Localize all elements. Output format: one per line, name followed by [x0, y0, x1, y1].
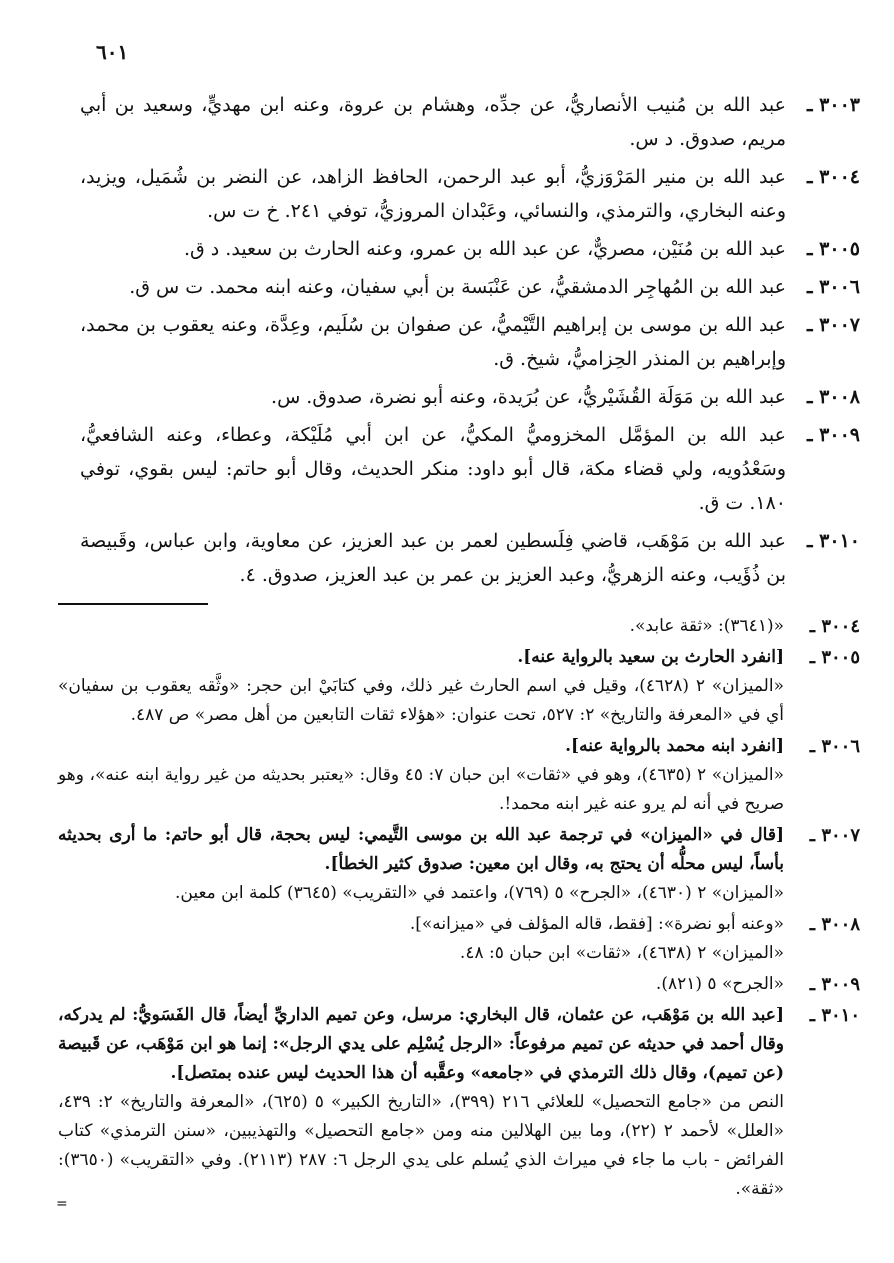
footnote-line: [قال في «الميزان» في ترجمة عبد الله بن موسى التَّيمي: ليس بحجة، قال أبو حاتم: ما أرى بحديثه بأساً، ليس محلُّه أن يحتج به، وقال ابن معين: صدوق كثير الخطأ]. [58, 825, 784, 874]
footnote-line: «الميزان» ٢ (٤٦٢٨)، وقيل في اسم الحارث غير ذلك، وفي كتابَيْ ابن حجر: «وثَّقه يعقوب بن سفيان» أي في «المعرفة والتاريخ» ٢: ٥٢٧، تحت عنوان: «هؤلاء ثقات التابعين من أهل مصر» ص ٤٨٧. [58, 676, 784, 725]
footnote-line: «وعنه أبو نضرة»: [فقط، قاله المؤلف في «ميزانه»]. [409, 914, 784, 934]
footnote-number: ٣٠١٠ ـ [809, 1005, 860, 1026]
footnote-number: ٣٠٠٤ ـ [809, 616, 860, 637]
footnote-number: ٣٠٠٦ ـ [809, 736, 860, 757]
entry-number: ٣٠١٠ ـ [806, 530, 860, 552]
entry-text: عبد الله بن المؤمَّل المخزوميُّ المكيُّ، عن ابن أبي مُلَيْكة، وعطاء، وعنه الشافعيُّ، وسَعْدُويه، ولي قضاء مكة، قال أبو داود: منكر الحديث، وقال أبو حاتم: ليس بقوي، توفي ١٨٠. ت ق. [80, 424, 786, 514]
footnote-line: «الميزان» ٢ (٤٦٣٨)، «ثقات» ابن حبان ٥: ٤٨. [459, 943, 784, 963]
footnote-number: ٣٠٠٥ ـ [809, 647, 860, 668]
footnote [58, 970, 860, 999]
footnotes [58, 612, 860, 1206]
footnote-line: «الميزان» ٢ (٤٦٣٠)، «الجرح» ٥ (٧٦٩)، واعتمد في «التقريب» (٣٦٤٥) كلمة ابن معين. [174, 883, 784, 903]
entry-number: ٣٠٠٥ ـ [806, 238, 860, 260]
margin-mark: = [56, 1196, 68, 1212]
footnote-line: «الميزان» ٢ (٤٦٣٥)، وهو في «ثقات» ابن حبان ٧: ٤٥ وقال: «يعتبر بحديثه من غير رواية ابنه عنه»، وهو صريح في أنه لم يرو عنه غير ابنه محمد!. [58, 765, 784, 814]
footnote [58, 612, 860, 641]
footnote-number: ٣٠٠٧ ـ [809, 825, 860, 846]
entry [80, 232, 860, 266]
footnote-number: ٣٠٠٩ ـ [809, 974, 860, 995]
footnote [58, 910, 860, 968]
main-entries [80, 88, 860, 596]
footnote [58, 643, 860, 730]
entry-text: عبد الله بن مَوْهَب، قاضي فِلَسطين لعمر بن عبد العزيز، عن معاوية، وابن عباس، وقَبيصة بن ذُؤَيب، وعنه الزهريُّ، وعبد العزيز بن عمر بن عبد العزيز، صدوق. ٤. [80, 530, 786, 586]
footnote-line: «(٣٦٤١): «ثقة عابد». [629, 616, 784, 636]
entry [80, 380, 860, 414]
entry-text: عبد الله بن مَوَلَة القُشَيْريُّ، عن بُرَيدة، وعنه أبو نضرة، صدوق. س. [271, 386, 786, 408]
entry-number: ٣٠٠٣ ـ [806, 94, 860, 116]
entry [80, 524, 860, 592]
page-number: ٦٠١ [96, 40, 129, 64]
footnote [58, 1001, 860, 1204]
entry-text: عبد الله بن مُنَيْن، مصريٌّ، عن عبد الله بن عمرو، وعنه الحارث بن سعيد. د ق. [183, 238, 786, 260]
entry-text: عبد الله بن مُنيب الأنصاريُّ، عن جدِّه، وهشام بن عروة، وعنه ابن مهديٍّ، وسعيد بن أبي مريم، صدوق. د س. [80, 94, 786, 150]
entry-text: عبد الله بن موسى بن إبراهيم التَّيْميُّ، عن صفوان بن سُلَيم، وعِدَّة، وعنه يعقوب بن محمد، وإبراهيم بن المنذر الحِزاميُّ، شيخ. ق. [80, 314, 786, 370]
entry [80, 308, 860, 376]
entry-text: عبد الله بن منير المَرْوَزيُّ، أبو عبد الرحمن، الحافظ الزاهد، عن النضر بن شُمَيل، ويزيد، وعنه البخاري، والترمذي، والنسائي، وعَبْدان المروزيُّ، توفي ٢٤١. خ ت س. [80, 166, 786, 222]
entry-text: عبد الله بن المُهاجِر الدمشقيُّ، عن عَنْبَسة بن أبي سفيان، وعنه ابنه محمد. ت س ق. [129, 276, 786, 298]
entry-number: ٣٠٠٤ ـ [806, 166, 860, 188]
entry [80, 270, 860, 304]
footnote-line: النص من «جامع التحصيل» للعلائي ٢١٦ (٣٩٩)، «التاريخ الكبير» ٥ (٦٢٥)، «المعرفة والتاريخ» ٢: ٤٣٩، «العلل» لأحمد ٢ (٢٢)، وما بين الهلالين منه ومن «جامع التحصيل» والتهذيبين، «سنن الترمذي» كتاب الفرائض - باب ما جاء في ميراث الذي يُسلم على يدي الرجل ٦: ٢٨٧ (٢١١٣). وفي «التقريب» (٣٦٥٠): «ثقة». [58, 1092, 785, 1199]
entry-number: ٣٠٠٩ ـ [806, 424, 860, 446]
entry-number: ٣٠٠٦ ـ [806, 276, 860, 298]
footnote [58, 821, 860, 908]
footnote-line: [انفرد ابنه محمد بالرواية عنه]. [565, 736, 784, 756]
entry [80, 160, 860, 228]
entry-number: ٣٠٠٧ ـ [806, 314, 860, 336]
footnote-line: [انفرد الحارث بن سعيد بالرواية عنه]. [517, 647, 784, 667]
entry-number: ٣٠٠٨ ـ [806, 386, 860, 408]
footnote-number: ٣٠٠٨ ـ [809, 914, 860, 935]
entry [80, 88, 860, 156]
footnote-divider [58, 603, 208, 605]
footnote [58, 732, 860, 819]
footnote-line: [عبد الله بن مَوْهَب، عن عثمان، قال البخاري: مرسل، وعن تميم الداريِّ أيضاً، قال الفَسَويُّ: لم يدركه، وقال أحمد في حديثه عن تميم مرفوعاً: «الرجل يُسْلِم على يدي الرجل»: إنما هو ابن مَوْهَب، عن قَبيصة (عن تميم)، وقال ذلك الترمذي في «جامعه» وعقَّبه أن هذا الحديث ليس عنده بمتصل]. [58, 1005, 784, 1083]
entry [80, 418, 860, 520]
footnote-line: «الجرح» ٥ (٨٢١). [655, 974, 784, 994]
